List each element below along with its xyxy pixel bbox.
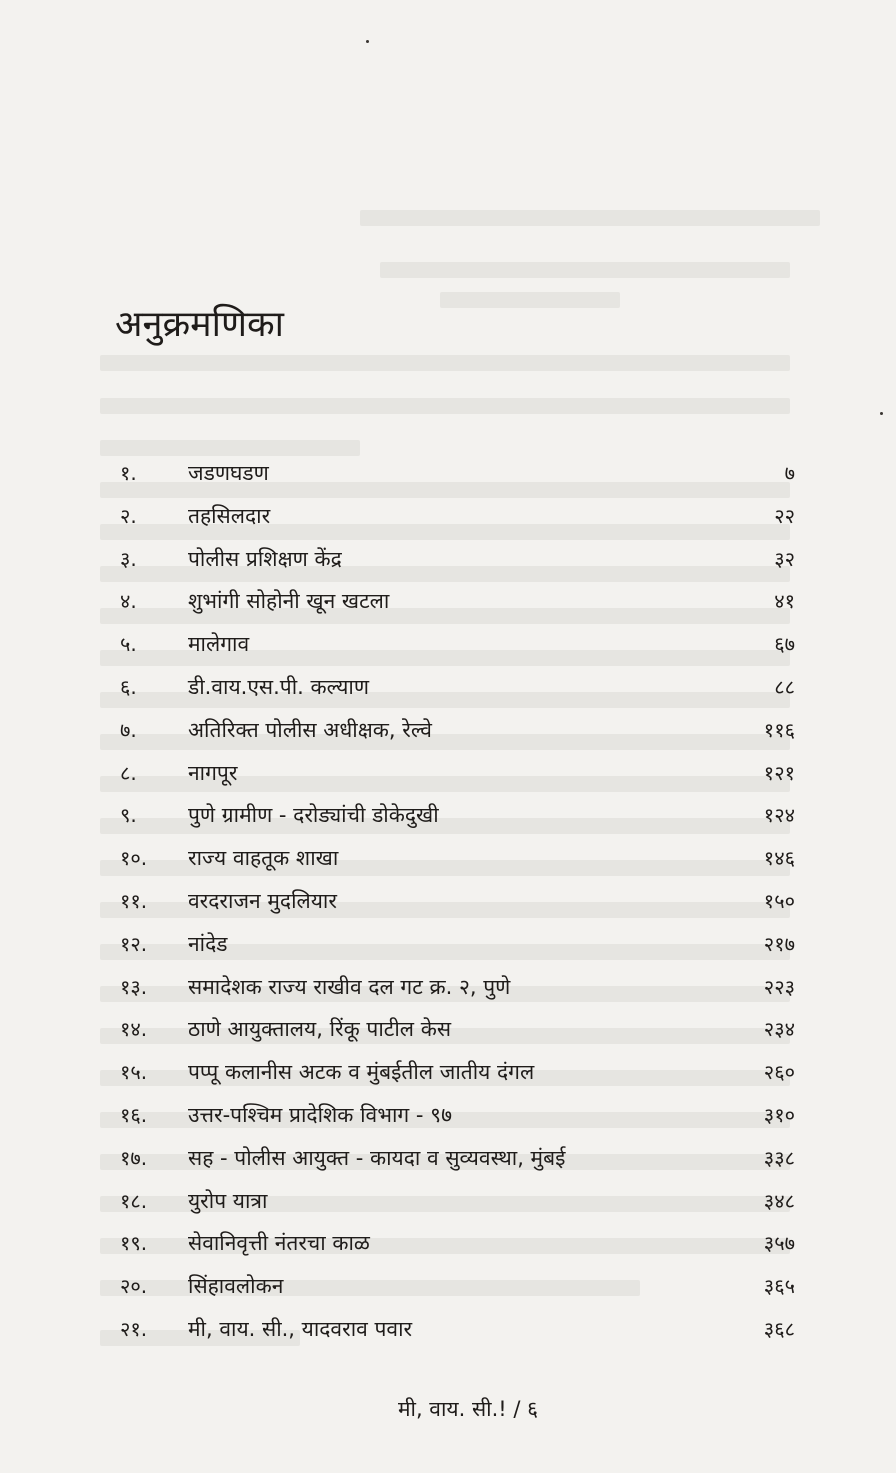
toc-entry[interactable] [0,1054,896,1097]
chapter-title: नांदेड [188,931,228,956]
chapter-title: पप्पू कलानीस अटक व मुंबईतील जातीय दंगल [188,1060,535,1085]
chapter-title: उत्तर-पश्चिम प्रादेशिक विभाग - ९७ [188,1102,453,1127]
chapter-title: नागपूर [188,760,238,785]
page-number: १२४ [763,803,795,828]
chapter-title: समादेशक राज्य राखीव दल गट क्र. २, पुणे [188,974,511,999]
chapter-title: तहसिलदार [188,503,271,528]
chapter-number: २१. [120,1316,148,1341]
chapter-title: सेवानिवृत्ती नंतरचा काळ [188,1231,370,1256]
chapter-number: ७. [120,717,137,742]
chapter-title: ठाणे आयुक्तालय, रिंकू पाटील केस [188,1017,452,1042]
paper-speck [880,412,883,415]
chapter-number: ३. [120,546,137,571]
chapter-number: १३. [120,974,148,999]
toc-entry[interactable] [0,1225,896,1268]
chapter-title: मी, वाय. सी., यादवराव पवार [188,1316,413,1341]
toc-entry[interactable] [0,926,896,969]
page-number: २६० [763,1060,795,1085]
chapter-number: १७. [120,1145,148,1170]
page-number: ३५७ [763,1231,795,1256]
toc-entry[interactable] [0,626,896,669]
page-number: ११६ [763,717,795,742]
page-number: १२१ [763,760,795,785]
chapter-number: २०. [120,1274,148,1299]
page-number: ६७ [774,632,795,657]
chapter-number: १०. [120,846,148,871]
chapter-number: ११. [120,888,148,913]
chapter-number: १६. [120,1102,148,1127]
chapter-title: जडणघडण [188,461,269,485]
chapter-title: सह - पोलीस आयुक्त - कायदा व सुव्यवस्था, मुंबई [188,1145,566,1170]
page-number: ३४८ [763,1188,795,1213]
footer-text: मी, वाय. सी.! / ६ [397,1397,539,1421]
toc-entry[interactable] [0,498,896,541]
page-number: ८८ [774,674,795,699]
page-number: ३६८ [763,1316,795,1341]
toc-entry[interactable] [0,712,896,755]
chapter-title: डी.वाय.एस.पी. कल्याण [188,674,370,699]
page-number: १४६ [763,846,795,871]
chapter-title: राज्य वाहतूक शाखा [188,846,339,871]
chapter-number: १२. [120,931,148,956]
page-number: २१७ [763,931,795,956]
chapter-title: पुणे ग्रामीण - दरोड्यांची डोकेदुखी [188,803,439,828]
chapter-number: ९. [120,803,137,828]
page-number: १५० [763,888,795,913]
page-number: ३६५ [763,1274,795,1299]
toc-entry[interactable] [0,755,896,798]
page-number: २३४ [763,1017,795,1042]
toc-entry[interactable] [0,455,896,498]
page-number: २२ [774,503,795,528]
chapter-title: मालेगाव [188,632,250,657]
chapter-title: युरोप यात्रा [188,1188,268,1213]
toc-entry[interactable] [0,969,896,1012]
toc-entry[interactable] [0,541,896,584]
toc-entry[interactable] [0,1183,896,1226]
chapter-title: शुभांगी सोहोनी खून खटला [188,589,390,614]
toc-entry[interactable] [0,1097,896,1140]
toc-entry[interactable] [0,1311,896,1354]
toc-entry[interactable] [0,669,896,712]
chapter-title: सिंहावलोकन [188,1274,284,1299]
toc-entry[interactable] [0,840,896,883]
chapter-number: ४. [120,589,137,614]
chapter-number: १. [120,461,137,485]
toc-entry[interactable] [0,1268,896,1311]
page-number: ३१० [763,1102,795,1127]
toc-entry[interactable] [0,883,896,926]
page-number: ३३८ [763,1145,795,1170]
chapter-title: वरदराजन मुदलियार [188,888,337,913]
chapter-number: ८. [120,760,137,785]
toc-entry[interactable] [0,1011,896,1054]
chapter-title: पोलीस प्रशिक्षण केंद्र [188,546,342,571]
toc-entry[interactable] [0,1140,896,1183]
page-number: २२३ [763,974,795,999]
paper-speck [366,40,369,43]
chapter-title: अतिरिक्त पोलीस अधीक्षक, रेल्वे [188,717,432,742]
chapter-number: १८. [120,1188,148,1213]
page-footer [0,1395,896,1423]
page-number: ७ [784,461,795,485]
table-of-contents [0,455,896,1354]
chapter-number: ५. [120,632,137,657]
page-title: अनुक्रमणिका [115,304,284,345]
page-number: ४१ [774,589,795,614]
page-number: ३२ [774,546,795,571]
chapter-number: १५. [120,1060,148,1085]
chapter-number: ६. [120,674,137,699]
chapter-number: १९. [120,1231,148,1256]
chapter-number: १४. [120,1017,148,1042]
chapter-number: २. [120,503,137,528]
toc-entry[interactable] [0,797,896,840]
toc-entry[interactable] [0,583,896,626]
